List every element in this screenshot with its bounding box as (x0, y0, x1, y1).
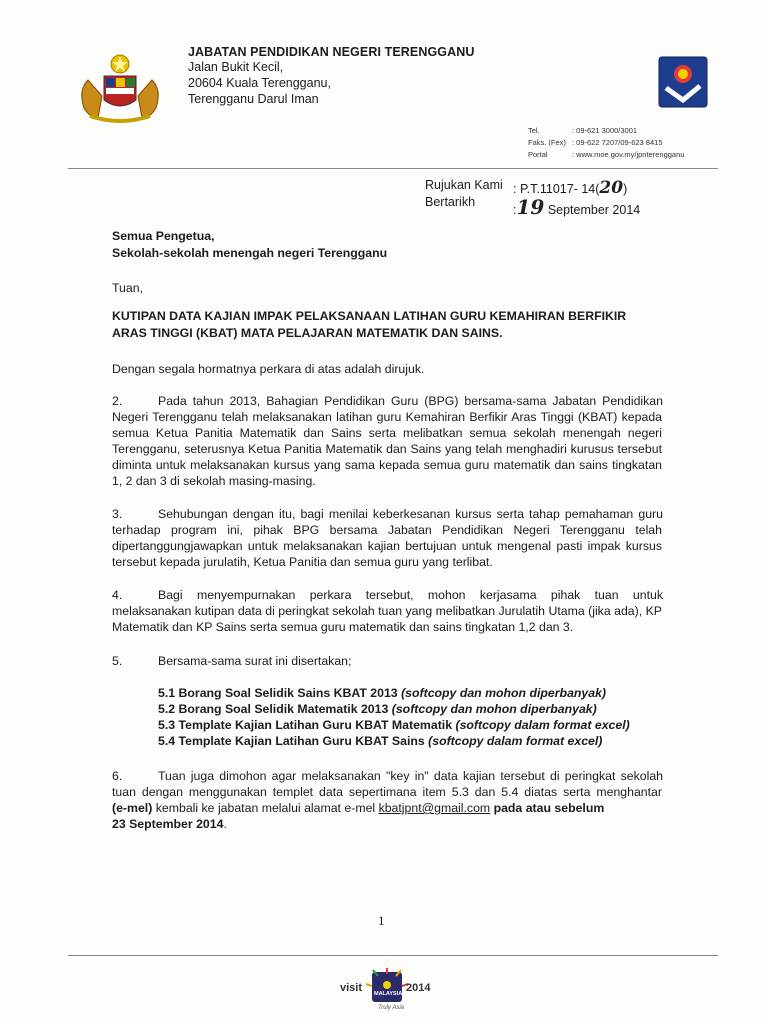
attachment-note: (softcopy dan mohon diperbanyak) (401, 686, 607, 700)
attachment-note: (softcopy dalam format excel) (428, 734, 603, 748)
address-line-1: Jalan Bukit Kecil, (188, 60, 284, 74)
visit-malaysia-logo (338, 968, 438, 1018)
contact-portal (528, 150, 684, 159)
contact-fax-value: : 09-622 7207/09-623 8415 (572, 138, 663, 147)
para2-line-4: Terengganu, seterusnya Ketua Panitia Matematik dan Sains yang telah menghadiri kurusus tersebut (112, 442, 662, 456)
para2-number: 2. (112, 394, 123, 408)
attachment-label: 5.1 Borang Soal Selidik Sains KBAT 2013 (158, 686, 402, 700)
address-line-2: 20604 Kuala Terengganu, (188, 76, 331, 90)
attachment-item (158, 734, 602, 748)
date-handwritten: 19 (516, 195, 545, 219)
ref-number: : P.T.11017- 14( (513, 182, 600, 196)
date-colon: : (513, 203, 517, 217)
logo-malaysia-text: MALAYSIA (374, 991, 403, 997)
para6-line-4 (112, 816, 227, 832)
page-number: 1 (378, 913, 385, 928)
attachment-note: (softcopy dalam format excel) (455, 718, 630, 732)
para6-line-2: tuan dengan menggunakan templet data sepertimana item 5.3 dan 5.4 diatas serta menghantar (112, 785, 662, 799)
para6-period: . (223, 817, 227, 831)
department-logo (658, 56, 708, 108)
contact-tel-label: Tel. (528, 126, 540, 135)
para6-deadline-date: 23 September 2014 (112, 817, 224, 831)
ref-label: Rujukan Kami (425, 178, 503, 192)
recipient-line-1: Semua Pengetua, (112, 229, 215, 243)
header-divider (68, 168, 718, 169)
attachment-label: 5.2 Borang Soal Selidik Matematik 2013 (158, 702, 392, 716)
contact-tel (528, 126, 637, 135)
contact-portal-value: : www.moe.gov.my/jpnterengganu (572, 150, 685, 159)
attachment-label: 5.3 Template Kajian Latihan Guru KBAT Matematik (158, 718, 456, 732)
contact-tel-value: : 09-621 3000/3001 (572, 126, 638, 135)
salutation: Tuan, (112, 281, 143, 295)
para4-line-2: melaksanakan kutipan data di peringkat sekolah tuan yang melibatkan Jurulatih Utama (jika ada), KP (112, 604, 662, 618)
para3-line-2: terhadap program ini, pihak BPG bersama Jabatan Pendidikan Negeri Terengganu telah (112, 523, 662, 537)
para2-line-1: Pada tahun 2013, Bahagian Pendidikan Guru (BPG) bersama-sama Jabatan Pendidikan (158, 394, 663, 408)
attachment-item (158, 686, 606, 700)
para2-line-3: semua Ketua Panitia Matematik dan Sains serta melibatkan semua sekolah menengah negeri (112, 426, 662, 440)
para6-number: 6. (112, 769, 123, 783)
subject-line-2: ARAS TINGGI (KBAT) MATA PELAJARAN MATEMATIK DAN SAINS. (112, 326, 503, 340)
opening-sentence: Dengan segala hormatnya perkara di atas adalah dirujuk. (112, 362, 425, 376)
date-label: Bertarikh (425, 195, 476, 209)
subject-line-1: KUTIPAN DATA KAJIAN IMPAK PELAKSANAAN LATIHAN GURU KEMAHIRAN BERFIKIR (112, 309, 627, 323)
para3-line-4: tersebut kepada jurulatih, Ketua Panitia dan semua guru yang terlibat. (112, 555, 493, 569)
date-month-year: September 2014 (547, 203, 641, 217)
ref-handwritten: 20 (599, 178, 624, 198)
para2-line-5: diminta untuk melaksanakan kursus yang sama kepada semua guru matematik dan sains tingkatan (112, 458, 662, 472)
org-name: JABATAN PENDIDIKAN NEGERI TERENGGANU (188, 45, 475, 59)
attachment-item (158, 718, 630, 732)
para3-line-1: Sehubungan dengan itu, bagi menilai keberkesanan kursus serta tahap pemahaman guru (158, 507, 663, 521)
logo-year-text: 2014 (406, 982, 431, 994)
para4-number: 4. (112, 588, 123, 602)
para4-line-3: Matematik dan KP Sains serta semua guru matematik dan sains tingkatan 1,2 dan 3. (112, 620, 574, 634)
para5-line-1: Bersama-sama surat ini disertakan; (158, 654, 352, 668)
para3-number: 3. (112, 507, 123, 521)
para2-line-6: 1, 2 dan 3 di sekolah masing-masing. (112, 474, 316, 488)
date-value (513, 195, 640, 219)
para6-emel: (e-mel) (112, 801, 153, 815)
state-crest-logo (70, 50, 170, 130)
contact-portal-label: Portal (528, 150, 548, 159)
email-link[interactable]: kbatjpnt@gmail.com (378, 801, 491, 815)
para6-deadline-prefix: pada atau sebelum (490, 801, 605, 815)
attachment-label: 5.4 Template Kajian Latihan Guru KBAT Sains (158, 734, 429, 748)
para6-line-3 (112, 800, 604, 816)
ref-close: ) (623, 182, 628, 196)
para2-line-2: Negeri Terengganu telah melaksanakan latihan guru Kemahiran Berfikir Aras Tinggi (KBAT) kepada (112, 410, 662, 424)
para6-line-1: Tuan juga dimohon agar melaksanakan "key in" data kajian tersebut di peringkat sekolah (158, 769, 663, 783)
attachment-note: (softcopy dan mohon diperbanyak) (391, 702, 597, 716)
para3-line-3: dipertanggungjawapkan untuk melaksanakan kajian bertujuan untuk mengenal pasti impak kursus (112, 539, 662, 553)
address-line-3: Terengganu Darul Iman (188, 92, 319, 106)
para5-number: 5. (112, 654, 123, 668)
recipient-line-2: Sekolah-sekolah menengah negeri Terengganu (112, 246, 388, 260)
contact-fax-label: Faks. (Fex) (528, 138, 566, 147)
logo-visit-text: visit (340, 982, 363, 994)
logo-tagline: Truly Asia (378, 1005, 405, 1011)
attachment-item (158, 702, 597, 716)
contact-fax (528, 138, 663, 147)
para4-line-1: Bagi menyempurnakan perkara tersebut, mohon kerjasama pihak tuan untuk (158, 588, 663, 602)
para6-line-3-text: kembali ke jabatan melalui alamat e-mel (152, 801, 379, 815)
footer-divider (68, 955, 718, 956)
